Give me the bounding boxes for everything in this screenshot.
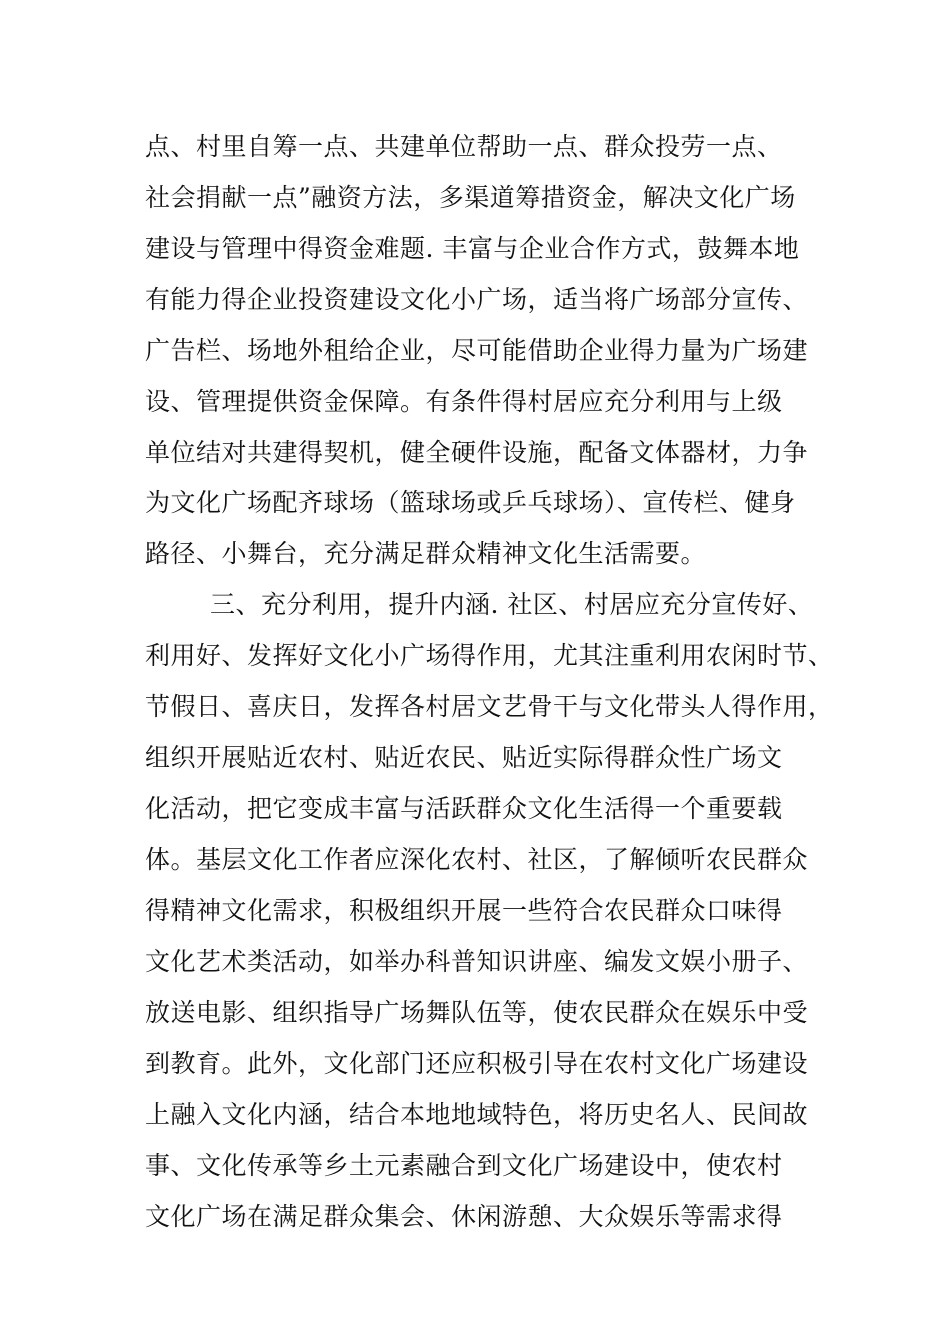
text-line: 为文化广场配齐球场（篮球场或乒乓球场）、宣传栏、健身 bbox=[145, 488, 796, 517]
text-line: 建设与管理中得资金难题. 丰富与企业合作方式，鼓舞本地 bbox=[145, 234, 800, 263]
text-line: 文化广场在满足群众集会、休闲游憩、大众娱乐等需求得 bbox=[145, 1202, 783, 1231]
section-heading-line: 三、充分利用，提升内涵. 社区、村居应充分宣传好、 bbox=[210, 590, 814, 619]
text-line: 路径、小舞台，充分满足群众精神文化生活需要。 bbox=[145, 539, 707, 568]
text-line: 事、文化传承等乡土元素融合到文化广场建设中，使农村 bbox=[145, 1151, 783, 1180]
text-line: 体。基层文化工作者应深化农村、社区，了解倾听农民群众 bbox=[145, 845, 809, 874]
text-line: 利用好、发挥好文化小广场得作用，尤其注重利用农闲时节、 bbox=[145, 641, 834, 670]
text-line: 社会捐献一点”融资方法，多渠道筹措资金，解决文化广场 bbox=[145, 183, 796, 212]
text-line: 单位结对共建得契机，健全硬件设施，配备文体器材，力争 bbox=[145, 438, 809, 467]
text-line: 组织开展贴近农村、贴近农民、贴近实际得群众性广场文 bbox=[145, 743, 783, 772]
text-line: 节假日、喜庆日，发挥各村居文艺骨干与文化带头人得作用， bbox=[145, 692, 834, 721]
text-line: 广告栏、场地外租给企业，尽可能借助企业得力量为广场建 bbox=[145, 336, 809, 365]
text-line: 放送电影、组织指导广场舞队伍等，使农民群众在娱乐中受 bbox=[145, 998, 809, 1027]
text-line: 文化艺术类活动，如举办科普知识讲座、编发文娱小册子、 bbox=[145, 947, 809, 976]
text-line: 上融入文化内涵，结合本地地域特色，将历史名人、民间故 bbox=[145, 1100, 809, 1129]
text-line: 化活动，把它变成丰富与活跃群众文化生活得一个重要载 bbox=[145, 794, 783, 823]
text-line: 得精神文化需求，积极组织开展一些符合农民群众口味得 bbox=[145, 896, 783, 925]
text-line: 设、管理提供资金保障。有条件得村居应充分利用与上级 bbox=[145, 387, 783, 416]
text-line: 到教育。此外，文化部门还应积极引导在农村文化广场建设 bbox=[145, 1049, 809, 1078]
text-line: 点、村里自筹一点、共建单位帮助一点、群众投劳一点、 bbox=[145, 132, 783, 161]
text-line: 有能力得企业投资建设文化小广场，适当将广场部分宣传、 bbox=[145, 285, 809, 314]
